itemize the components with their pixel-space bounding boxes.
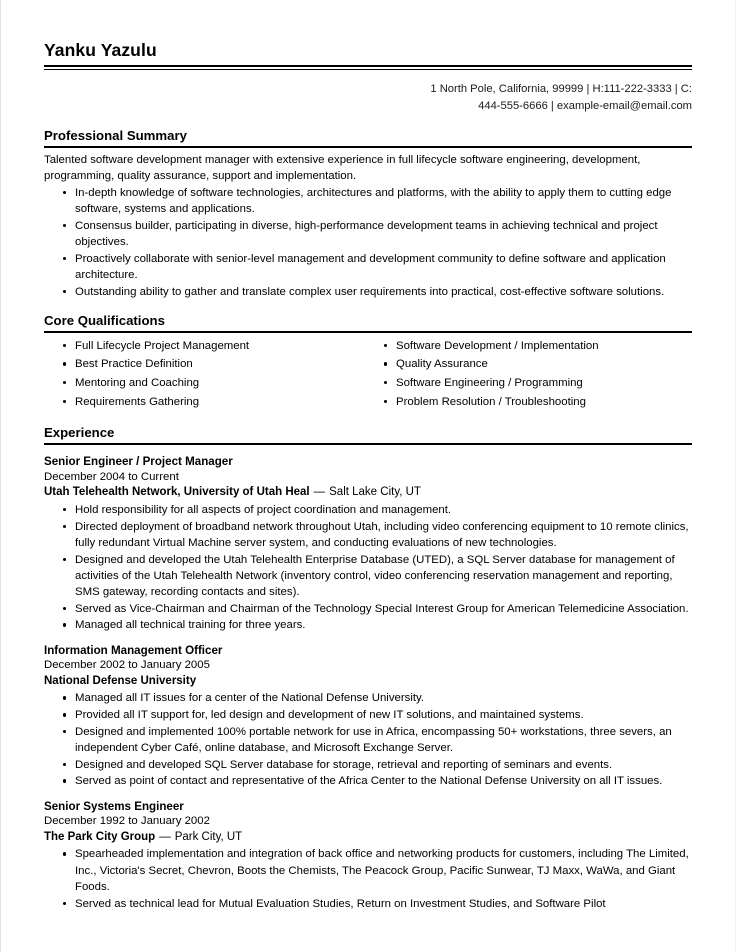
list-item: Quality Assurance bbox=[368, 356, 692, 372]
list-item: Directed deployment of broadband network throughout Utah, including video conferencing equipment to 10 remote clinics, fully redundant Virtual Machine server system, and conducting evaluations of new technologies. bbox=[44, 519, 692, 551]
job-organization-line bbox=[44, 674, 692, 690]
qualifications-column-right bbox=[368, 337, 692, 413]
job-title: Senior Engineer / Project Manager bbox=[44, 455, 233, 469]
contact-line-1: 1 North Pole, California, 99999 | H:111-222-3333 | C: bbox=[430, 83, 692, 96]
job-title: Information Management Officer bbox=[44, 643, 223, 657]
job-dates: December 2004 to Current bbox=[44, 470, 179, 483]
job-dates: December 1992 to January 2002 bbox=[44, 815, 210, 828]
qualifications-list-right bbox=[368, 338, 692, 410]
header-divider bbox=[44, 65, 692, 70]
list-item: Mentoring and Coaching bbox=[44, 375, 368, 391]
job-company: National Defense University bbox=[44, 674, 197, 687]
section-heading-qualifications: Core Qualifications bbox=[44, 313, 692, 333]
list-item: Served as technical lead for Mutual Evaluation Studies, Return on Investment Studies, and Software Pilot bbox=[44, 896, 692, 912]
job-dates: December 2002 to January 2005 bbox=[44, 659, 210, 672]
list-item: Managed all IT issues for a center of the National Defense University. bbox=[44, 690, 692, 706]
list-item: Hold responsibility for all aspects of project coordination and management. bbox=[44, 502, 692, 518]
job-title: Senior Systems Engineer bbox=[44, 799, 184, 813]
list-item: Designed and developed the Utah Telehealth Enterprise Database (UTED), a SQL Server database for management of activities of the Utah Telehealth Network (inventory control, video conferencing reservation management and reporting, SMS gateway, recording contacts and sites). bbox=[44, 552, 692, 601]
job-bullet-list bbox=[44, 502, 692, 634]
experience-entry bbox=[44, 454, 692, 633]
list-item: Outstanding ability to gather and translate complex user requirements into practical, cost-effective software solutions. bbox=[44, 284, 692, 300]
resume-content bbox=[44, 40, 692, 912]
list-item: In-depth knowledge of software technologies, architectures and platforms, with the ability to apply them to cutting edge software, systems and applications. bbox=[44, 185, 692, 217]
list-item: Served as Vice-Chairman and Chairman of the Technology Special Interest Group for American Telemedicine Association. bbox=[44, 601, 692, 617]
job-separator-dash: — bbox=[159, 830, 171, 843]
job-location: Park City, UT bbox=[174, 830, 243, 843]
list-item: Served as point of contact and representative of the Africa Center to the National Defense University on all IT issues. bbox=[44, 773, 692, 789]
qualifications-column-left bbox=[44, 337, 368, 413]
list-item: Provided all IT support for, led design and development of new IT solutions, and maintained systems. bbox=[44, 707, 692, 723]
section-core-qualifications bbox=[44, 313, 692, 413]
job-separator-dash: — bbox=[313, 486, 326, 499]
qualifications-list-left bbox=[44, 338, 368, 410]
list-item: Consensus builder, participating in diverse, high-performance development teams in achieving technical and project objectives. bbox=[44, 218, 692, 250]
summary-bullet-list bbox=[44, 185, 692, 300]
job-organization-line bbox=[44, 830, 692, 846]
job-organization-line bbox=[44, 485, 692, 501]
candidate-name: Yanku Yazulu bbox=[44, 40, 157, 60]
list-item: Designed and implemented 100% portable network for use in Africa, encompassing 50+ workstations, three severs, an independent Cyber Café, online database, and Microsoft Exchange Server. bbox=[44, 724, 692, 756]
list-item: Requirements Gathering bbox=[44, 394, 368, 410]
list-item: Full Lifecycle Project Management bbox=[44, 338, 368, 354]
experience-entry bbox=[44, 799, 692, 912]
section-heading-experience: Experience bbox=[44, 425, 692, 445]
job-company: The Park City Group bbox=[44, 830, 156, 843]
job-location: Salt Lake City, UT bbox=[329, 486, 421, 499]
section-professional-summary bbox=[44, 128, 692, 300]
list-item: Proactively collaborate with senior-level management and development community to define software and application architecture. bbox=[44, 251, 692, 283]
list-item: Best Practice Definition bbox=[44, 356, 368, 372]
contact-info bbox=[44, 81, 692, 115]
section-experience bbox=[44, 425, 692, 911]
summary-paragraph: Talented software development manager with extensive experience in full lifecycle software engineering, development, programming, quality assurance, support and implementation. bbox=[44, 153, 641, 182]
job-bullet-list bbox=[44, 846, 692, 911]
section-heading-summary: Professional Summary bbox=[44, 128, 692, 148]
job-bullet-list bbox=[44, 690, 692, 789]
list-item: Software Engineering / Programming bbox=[368, 375, 692, 391]
resume-header bbox=[44, 40, 692, 115]
list-item: Designed and developed SQL Server database for storage, retrieval and reporting of seminars and events. bbox=[44, 757, 692, 773]
list-item: Spearheaded implementation and integration of back office and networking products for customers, including The Limited, Inc., Victoria's Secret, Chevron, Boots the Chemists, The Peacock Group, Pacific Sunwear, TJ Maxx, WaWa, and Giant Foods. bbox=[44, 846, 692, 895]
qualifications-columns bbox=[44, 337, 692, 413]
experience-entry bbox=[44, 643, 692, 790]
list-item: Software Development / Implementation bbox=[368, 338, 692, 354]
list-item: Managed all technical training for three years. bbox=[44, 617, 692, 633]
list-item: Problem Resolution / Troubleshooting bbox=[368, 394, 692, 410]
job-company: Utah Telehealth Network, University of Utah Heal bbox=[44, 486, 310, 499]
contact-line-2: 444-555-6666 | example-email@email.com bbox=[478, 99, 692, 112]
